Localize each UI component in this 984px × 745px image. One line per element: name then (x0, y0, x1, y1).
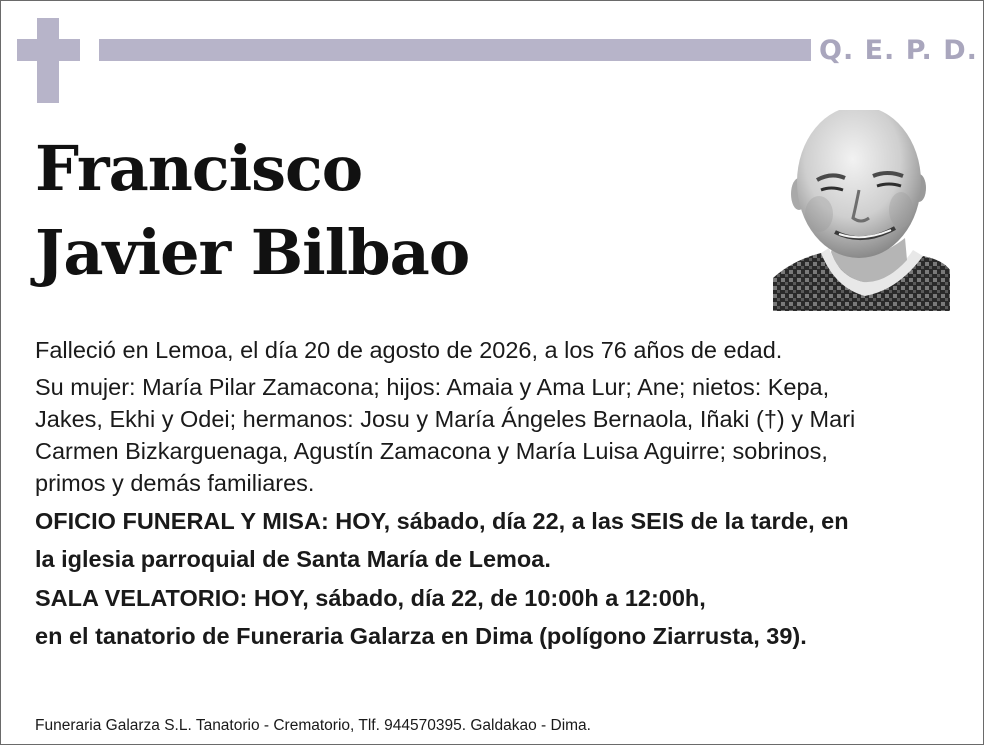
portrait-photo (773, 110, 950, 311)
deceased-name (35, 127, 469, 295)
family-list (35, 371, 955, 499)
death-notice: Falleció en Lemoa, el día 20 de agosto de 2026, a los 76 años de edad. (35, 337, 783, 363)
name-line-2: Javier Bilbao (35, 216, 470, 289)
wake-line-2: en el tanatorio de Funeraria Galarza en Dima (polígono Ziarrusta, 39). (35, 622, 807, 649)
name-line-1: Francisco (35, 132, 363, 205)
qepd-label: Q. E. P. D. (819, 35, 978, 66)
family-line-4: primos y demás familiares. (35, 470, 315, 496)
funeral-line-2: la iglesia parroquial de Santa María de Lemoa. (35, 545, 551, 572)
notice-body (35, 331, 955, 657)
wake-line-1: SALA VELATORIO: HOY, sábado, día 22, de 10:00h a 12:00h, (35, 585, 706, 611)
latin-cross-icon (17, 18, 80, 103)
funeral-line-1: OFICIO FUNERAL Y MISA: HOY, sábado, día 22, a las SEIS de la tarde, en (35, 508, 849, 534)
funeral-home-footer: Funeraria Galarza S.L. Tanatorio - Crematorio, Tlf. 944570395. Galdakao - Dima. (35, 717, 591, 734)
family-line-3: Carmen Bizkarguenaga, Agustín Zamacona y María Luisa Aguirre; sobrinos, (35, 438, 828, 464)
family-line-1: Su mujer: María Pilar Zamacona; hijos: Amaia y Ama Lur; Ane; nietos: Kepa, (35, 374, 830, 400)
wake-room (35, 580, 955, 655)
funeral-service (35, 503, 955, 578)
family-line-2: Jakes, Ekhi y Odei; hermanos: Josu y María Ángeles Bernaola, Iñaki (†) y Mari (35, 406, 856, 432)
header-rule (99, 39, 811, 61)
